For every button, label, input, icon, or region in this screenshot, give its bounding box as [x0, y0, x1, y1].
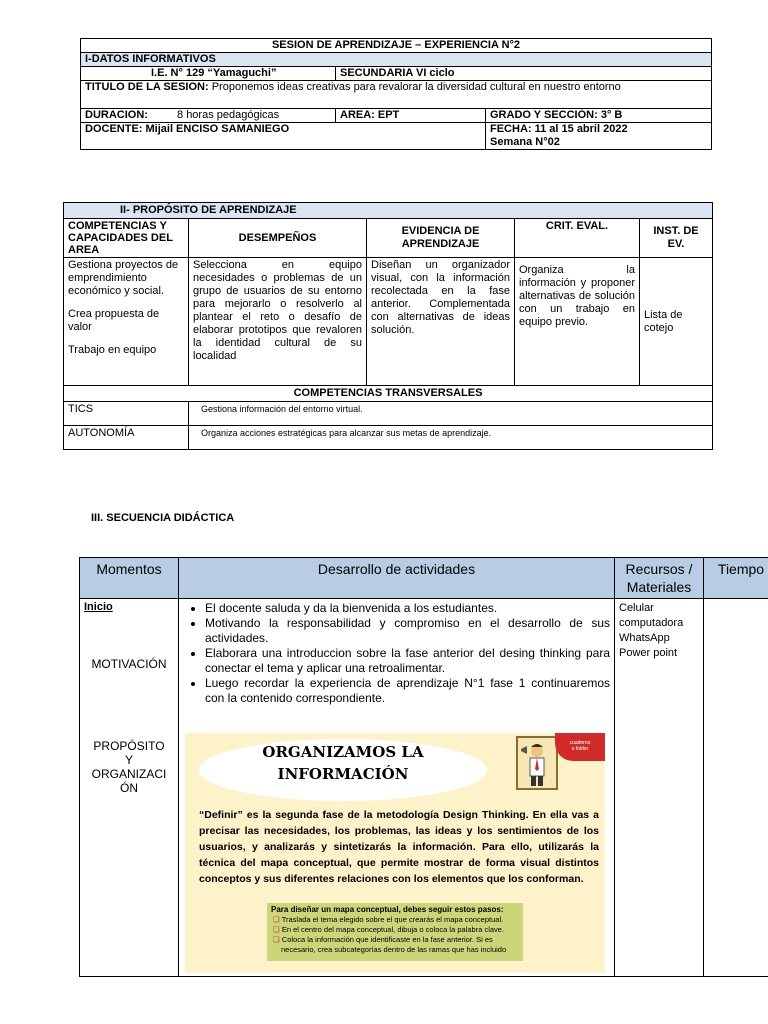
transversal-desc: Gestiona información del entorno virtual.	[189, 402, 713, 426]
area-cell: AREA: EPT	[336, 109, 486, 123]
resource-item: computadora	[619, 617, 684, 629]
proposito-section-label: II- PROPÓSITO DE APRENDIZAJE	[64, 203, 713, 219]
badge-line1: cuaderno	[569, 740, 591, 746]
competencia-text: Gestiona proyectos de emprendimiento económico y social.	[68, 259, 179, 297]
header-tiempo: Tiempo	[704, 558, 768, 599]
definir-quote: “Definir”	[199, 809, 243, 821]
teacher-cell: DOCENTE: Mijail ENCISO SAMANIEGO	[81, 123, 486, 150]
proposito-line3: ORGANIZACI	[91, 767, 167, 781]
infographic-title-line1: ORGANIZAMOS LA	[262, 743, 424, 761]
organizamos-infographic	[185, 733, 605, 973]
criterio-cell: Organiza la información y proponer alternativas de solución con un trabajo en equipo previo.	[515, 258, 640, 386]
header-criterios: CRIT. EVAL.	[515, 219, 640, 258]
header-momentos: Momentos	[80, 558, 179, 599]
list-item	[271, 935, 519, 955]
steps-box	[267, 903, 523, 961]
step-text: En el centro del mapa conceptual, dibuja o coloca la palabra clave.	[281, 925, 505, 934]
badge-line2: o folder	[571, 746, 589, 752]
activities-list	[183, 601, 610, 706]
session-title-heading: SESION DE APRENDIZAJE – EXPERIENCIA N°2	[81, 39, 712, 53]
header-recursos-line1: Recursos /	[625, 561, 693, 577]
date-value: FECHA: 11 al 15 abril 2022	[490, 123, 628, 135]
session-topic-value: Proponemos ideas creativas para revalorar la diversidad cultural en nuestro entorno	[211, 81, 621, 93]
resource-item: Celular	[619, 602, 654, 614]
duration-value: 8 horas pedagógicas	[177, 109, 280, 121]
resource-item: WhatsApp	[619, 632, 670, 644]
recursos-cell	[615, 599, 704, 977]
definir-text: es la segunda fase de la metodología Design Thinking. En ella vas a precisar las necesidades, los problemas, las ideas y los sentimientos de los usuarios, y analizarás y sintetizarás la información. Para ello, utilizarás la técnica del mapa conceptual, que permite mostrar de forma visual distintos conceptos y sus diferentes relaciones con los elementos que los conforman.	[199, 809, 599, 885]
datos-informativos-table	[80, 38, 712, 150]
step-text: Coloca la información que identificaste en la fase anterior. Si es necesario, crea subcategorías dentro de las ramas que has incluido	[281, 935, 507, 954]
checkbox-icon: ❑	[273, 915, 280, 924]
checkbox-icon: ❑	[273, 925, 280, 934]
list-item: • Motivando la responsabilidad y compromiso en el desarrollo de sus actividades.	[205, 616, 610, 646]
transversal-name: AUTONOMÍA	[64, 426, 189, 450]
list-item	[271, 915, 519, 925]
header-recursos-line2: Materiales	[626, 579, 692, 595]
duration-cell	[81, 109, 336, 123]
transversal-name: TICS	[64, 402, 189, 426]
proposito-line4: ÓN	[120, 781, 138, 795]
capacidad-2: Trabajo en equipo	[68, 344, 157, 356]
week-value: Semana N°02	[490, 136, 560, 148]
proposito-organizacion-label	[84, 739, 174, 795]
header-instrumento: INST. DE EV.	[640, 219, 713, 258]
grade-cell: GRADO Y SECCIÓN: 3° B	[486, 109, 712, 123]
resource-item: Power point	[619, 647, 678, 659]
evidencia-cell: Diseñan un organizador visual, con la información recolectada en la fase anterior. Complementada con alternativas de ideas solución.	[367, 258, 515, 386]
school-name: I.E. N° 129 “Yamaguchi”	[81, 67, 336, 81]
proposito-line2: Y	[124, 753, 133, 767]
motivacion-label: MOTIVACIÓN	[91, 657, 167, 671]
list-item: • El docente saluda y da la bienvenida a los estudiantes.	[205, 601, 610, 616]
header-desarrollo: Desarrollo de actividades	[179, 558, 615, 599]
datos-section-label: I-DATOS INFORMATIVOS	[81, 53, 712, 67]
checkbox-icon: ❑	[273, 935, 280, 944]
secuencia-section-label: III. SECUENCIA DIDÁCTICA	[91, 512, 235, 524]
proposito-table	[63, 202, 713, 450]
steps-title: Para diseñar un mapa conceptual, debes seguir estos pasos:	[271, 905, 504, 914]
header-recursos	[615, 558, 704, 599]
instrumento-cell: Lista de cotejo	[640, 258, 713, 386]
header-competencias: COMPETENCIAS Y CAPACIDADES DEL AREA	[64, 219, 189, 258]
proposito-line1: PROPÓSITO	[93, 739, 165, 753]
transversales-label: COMPETENCIAS TRANSVERSALES	[64, 386, 713, 402]
cuaderno-badge	[555, 733, 605, 761]
list-item	[271, 925, 519, 935]
school-level: SECUNDARIA VI ciclo	[336, 67, 712, 81]
header-desempenos: DESEMPEÑOS	[189, 219, 367, 258]
infographic-title-line2: INFORMACIÓN	[277, 765, 409, 783]
infographic-body	[199, 807, 599, 887]
desempeno-cell: Selecciona en equipo necesidades o problemas de un grupo de usuarios de su entorno para mejorarlo o resolverlo al plantear el reto o desafío de elaborar prototipos que revaloren la identidad cultural de su localidad	[189, 258, 367, 386]
session-topic-cell	[81, 81, 712, 109]
tiempo-cell	[704, 599, 768, 977]
list-item: • Luego recordar la experiencia de aprendizaje N°1 fase 1 continuaremos con la contenido correspondiente.	[205, 676, 610, 706]
infographic-title	[199, 741, 487, 785]
list-item: • Elaborara una introduccion sobre la fase anterior del desing thinking para conectar el tema y aplicar una retroalimentar.	[205, 646, 610, 676]
step-text: Traslada el tema elegido sobre el que crearás el mapa conceptual.	[281, 915, 504, 924]
duration-label: DURACION:	[85, 109, 148, 121]
competencia-cell	[64, 258, 189, 386]
header-evidencia: EVIDENCIA DE APRENDIZAJE	[367, 219, 515, 258]
inicio-label: Inicio	[84, 601, 113, 613]
date-cell	[486, 123, 712, 150]
presenter-illustration-icon	[515, 735, 559, 791]
momentos-cell	[80, 599, 179, 977]
capacidad-1: Crea propuesta de valor	[68, 308, 160, 333]
transversal-desc: Organiza acciones estratégicas para alcanzar sus metas de aprendizaje.	[189, 426, 713, 450]
session-topic-label: TITULO DE LA SESION:	[85, 81, 209, 93]
